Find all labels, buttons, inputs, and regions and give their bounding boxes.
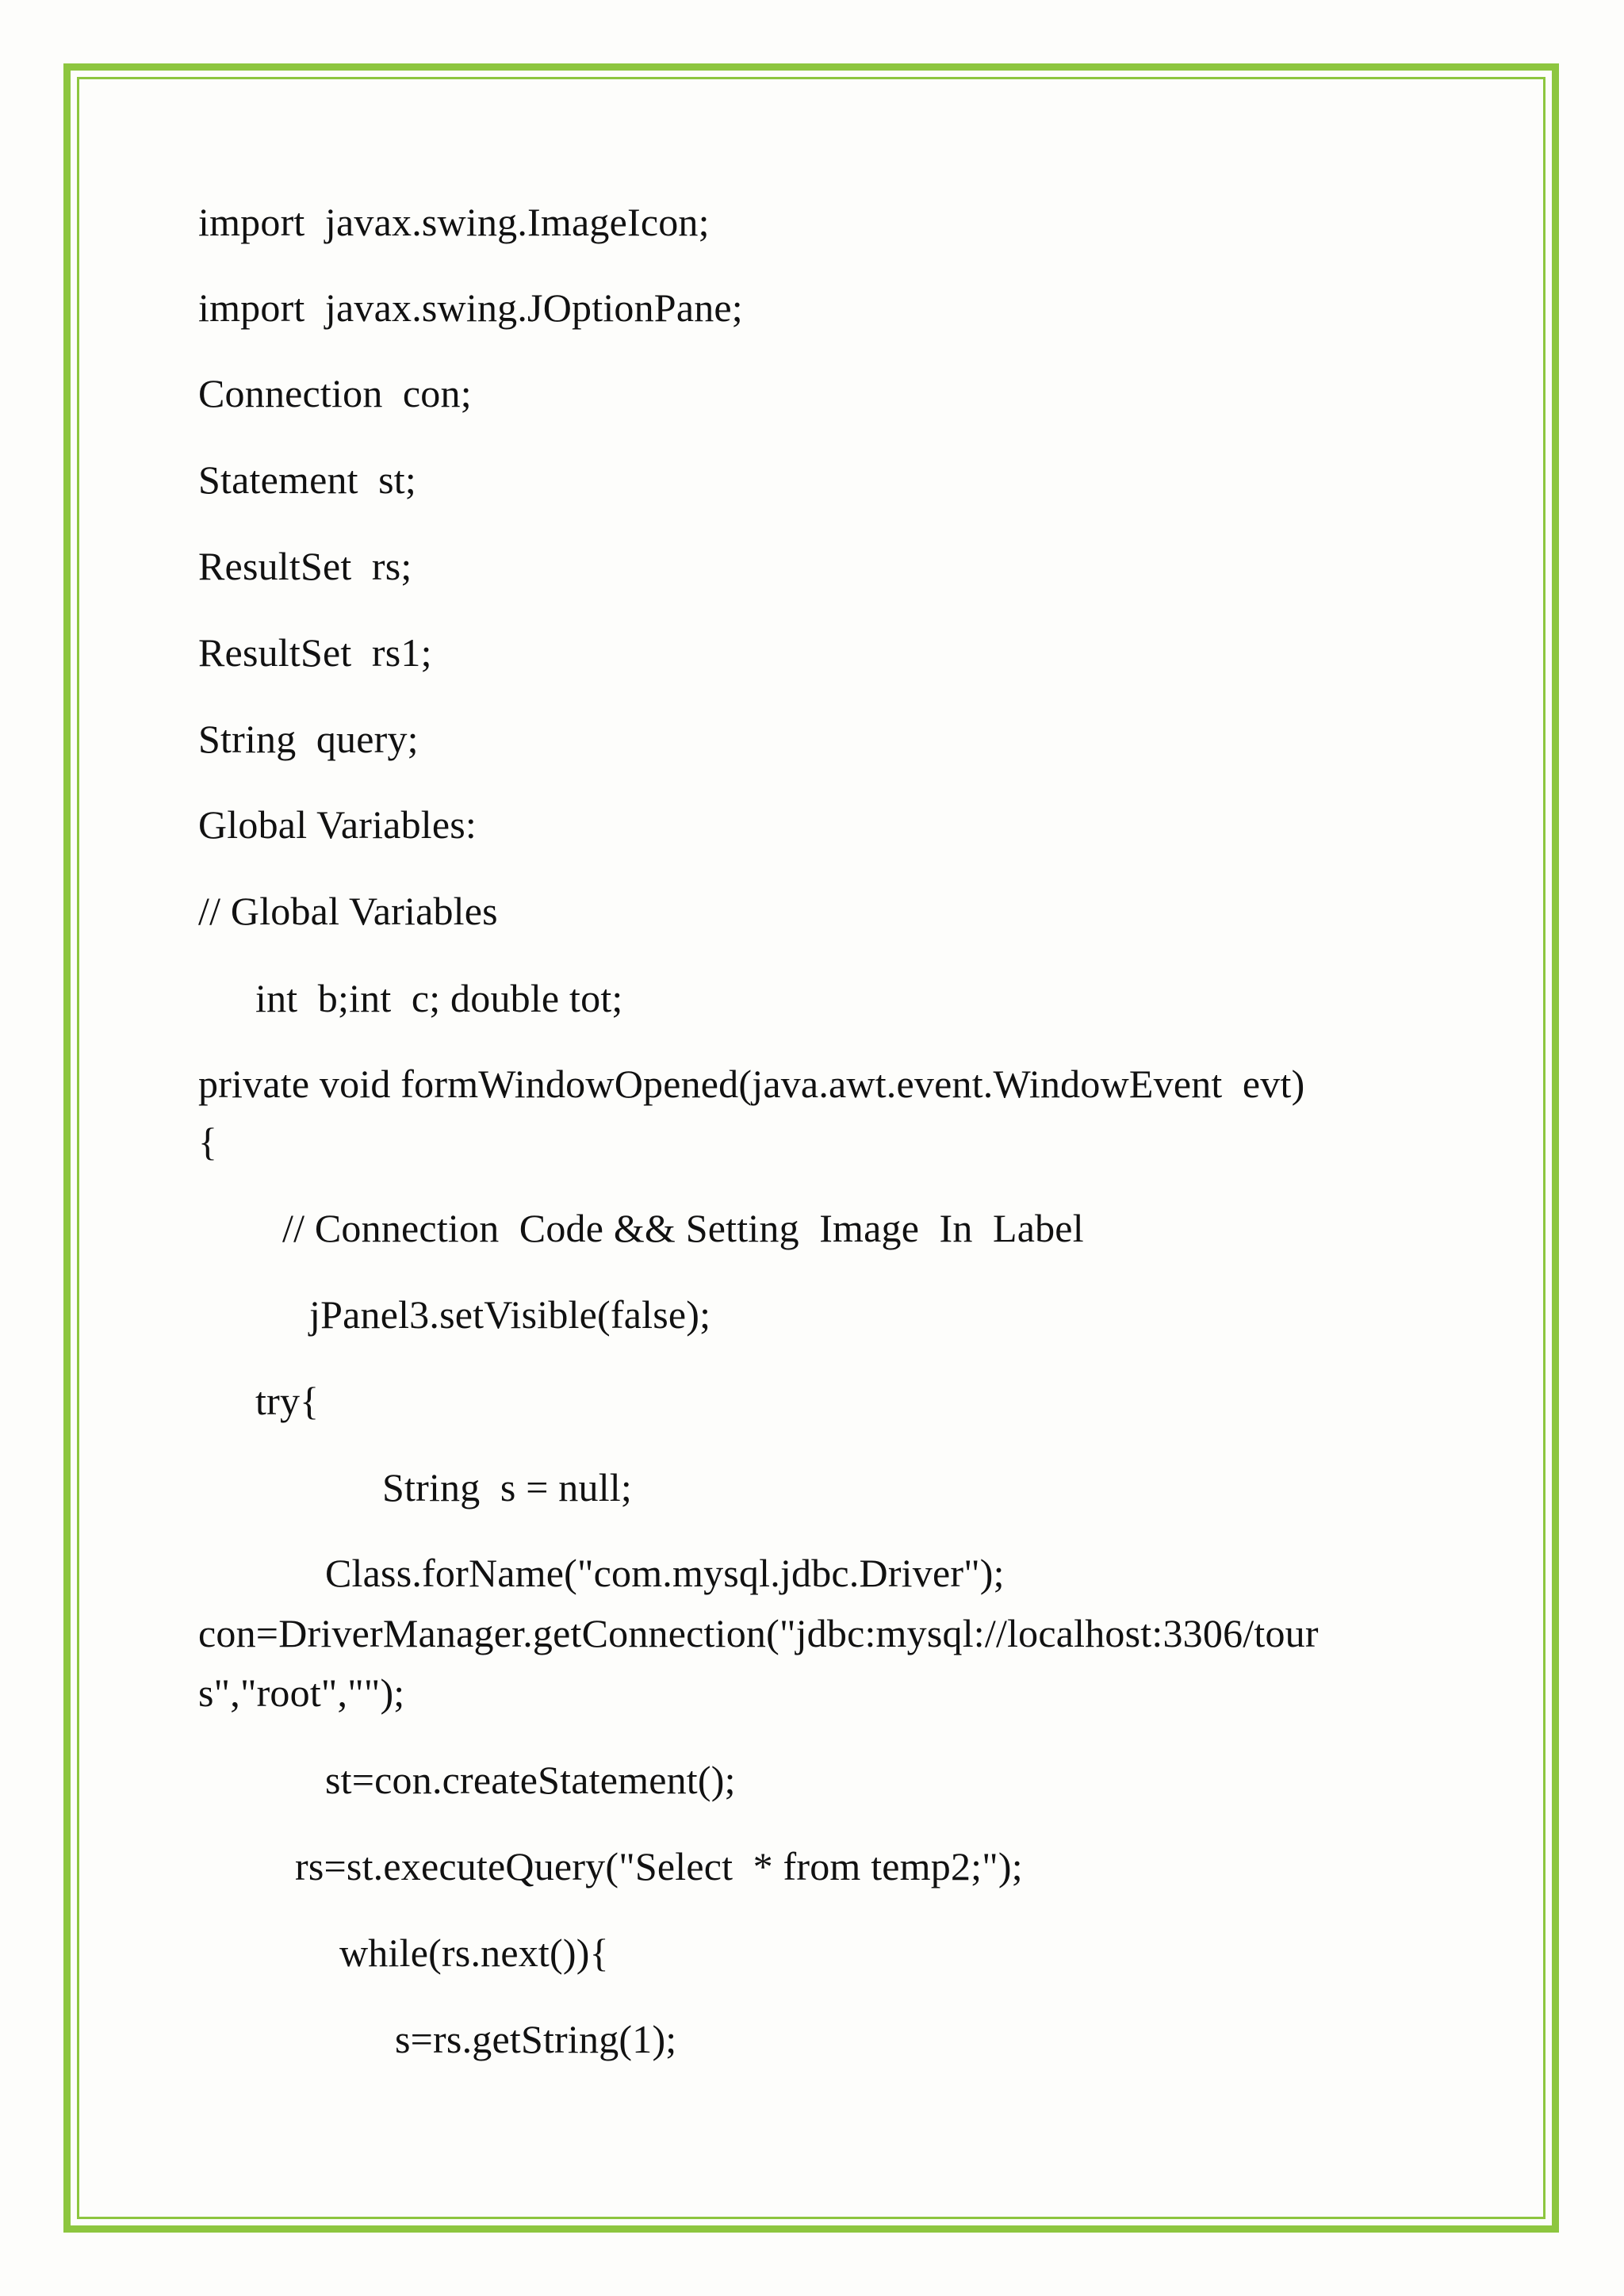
code-line-19: s","root",""); bbox=[198, 1670, 405, 1715]
code-line-9: // Global Variables bbox=[198, 889, 498, 933]
code-line-20: st=con.createStatement(); bbox=[325, 1758, 736, 1802]
code-line-14: jPanel3.setVisible(false); bbox=[309, 1292, 711, 1337]
code-line-17: Class.forName("com.mysql.jdbc.Driver"); bbox=[325, 1551, 1005, 1595]
code-line-22: while(rs.next()){ bbox=[339, 1931, 609, 1975]
code-line-2: import javax.swing.JOptionPane; bbox=[198, 285, 743, 330]
code-line-12: { bbox=[198, 1119, 218, 1164]
code-line-13: // Connection Code && Setting Image In Label bbox=[282, 1206, 1084, 1250]
code-line-1: import javax.swing.ImageIcon; bbox=[198, 200, 710, 244]
code-line-4: Statement st; bbox=[198, 457, 416, 502]
code-line-5: ResultSet rs; bbox=[198, 544, 412, 588]
code-line-15: try{ bbox=[255, 1379, 320, 1423]
code-line-8: Global Variables: bbox=[198, 802, 477, 847]
code-line-21: rs=st.executeQuery("Select * from temp2;"); bbox=[295, 1844, 1023, 1888]
code-line-6: ResultSet rs1; bbox=[198, 630, 432, 675]
code-line-23: s=rs.getString(1); bbox=[395, 2017, 677, 2061]
code-line-7: String query; bbox=[198, 717, 419, 761]
code-line-11: private void formWindowOpened(java.awt.event.WindowEvent evt) bbox=[198, 1062, 1305, 1106]
code-line-16: String s = null; bbox=[382, 1465, 632, 1510]
code-line-10: int b;int c; double tot; bbox=[255, 976, 623, 1020]
code-line-3: Connection con; bbox=[198, 371, 472, 415]
code-line-18: con=DriverManager.getConnection("jdbc:mysql://localhost:3306/tour bbox=[198, 1611, 1319, 1655]
